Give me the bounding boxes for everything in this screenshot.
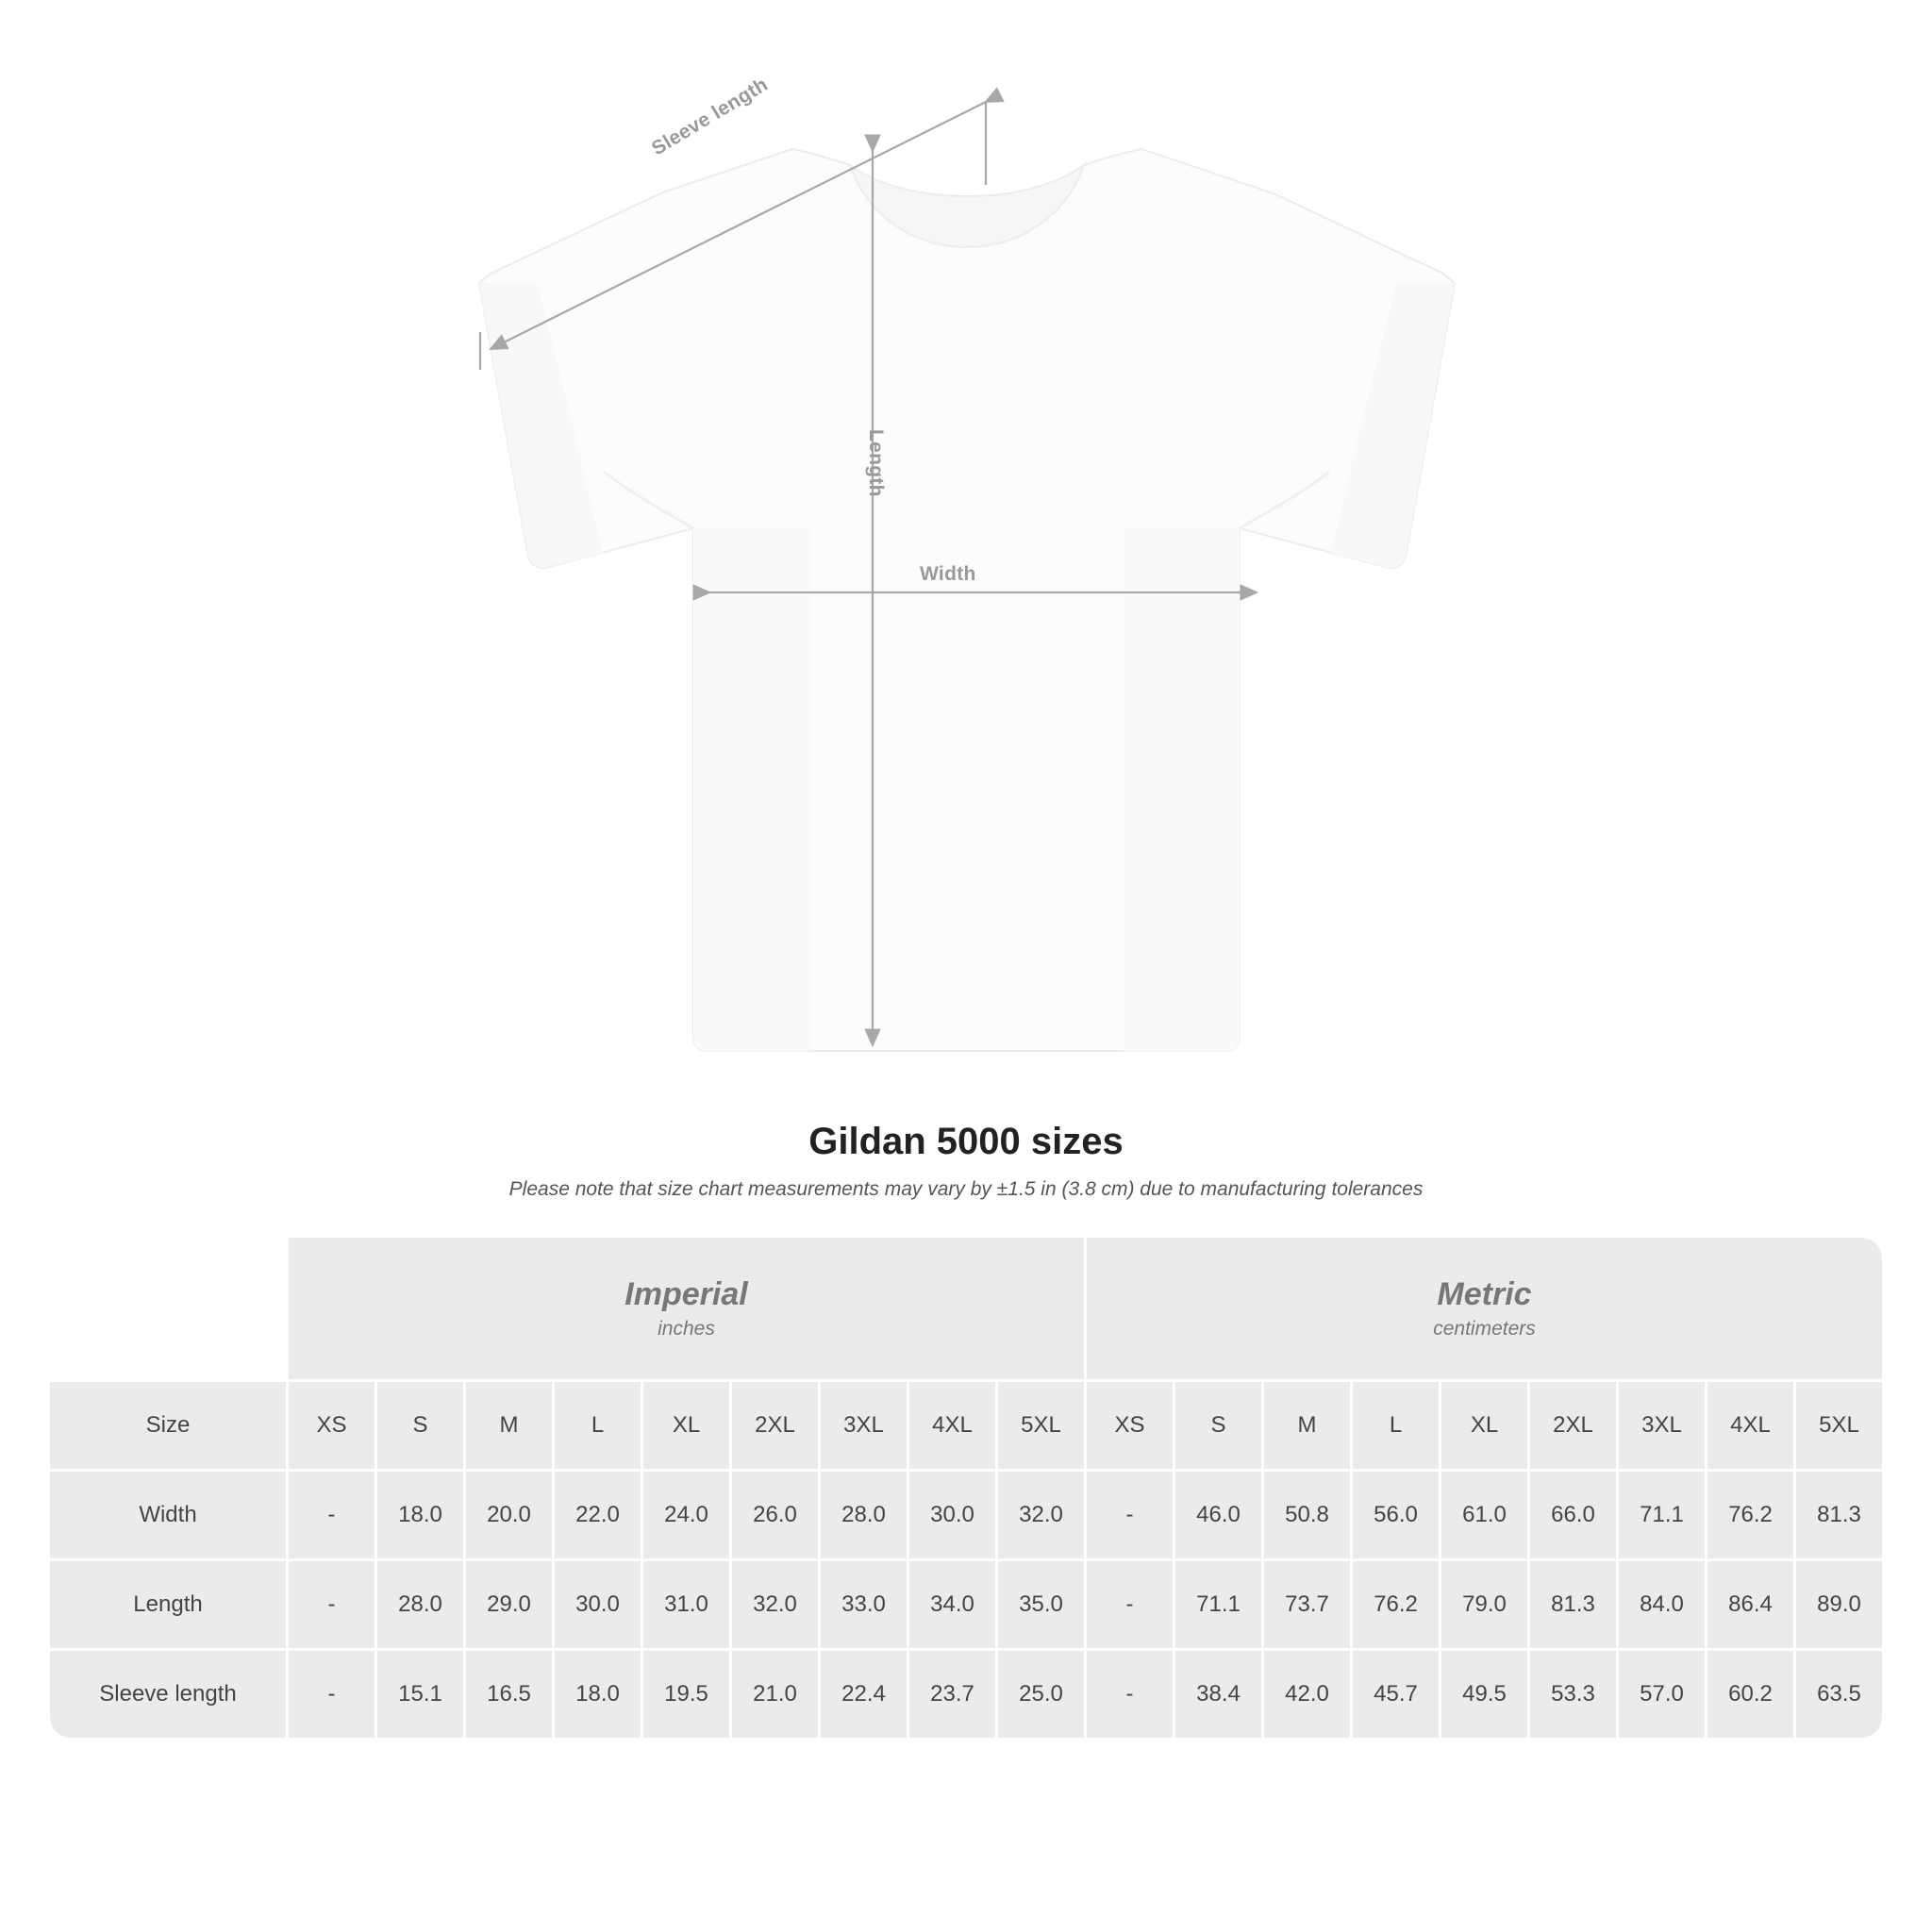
row-label-width: Width [50,1472,286,1558]
cell-length-imperial-2xl: 32.0 [732,1561,818,1648]
cell-sleeve-metric-2xl: 53.3 [1530,1651,1616,1738]
cell-sleeve-imperial-3xl: 22.4 [821,1651,907,1738]
cell-sleeve-metric-xl: 49.5 [1441,1651,1527,1738]
metric-unit-name: Metric [1437,1276,1532,1313]
cell-length-metric-3xl: 84.0 [1619,1561,1705,1648]
chart-header [0,1121,1932,1201]
width-annotation: Width [920,563,976,585]
unit-header-imperial [289,1238,1084,1379]
size-header-metric-xl: XL [1441,1382,1527,1469]
cell-length-metric-5xl: 89.0 [1796,1561,1882,1648]
imperial-unit-name: Imperial [625,1276,748,1313]
cell-length-imperial-s: 28.0 [377,1561,463,1648]
cell-sleeve-metric-s: 38.4 [1175,1651,1261,1738]
cell-sleeve-imperial-4xl: 23.7 [909,1651,995,1738]
size-chart-table [47,1235,1885,1740]
size-header-row [50,1382,1882,1469]
cell-width-imperial-3xl: 28.0 [821,1472,907,1558]
cell-width-imperial-s: 18.0 [377,1472,463,1558]
cell-width-imperial-4xl: 30.0 [909,1472,995,1558]
cell-width-metric-s: 46.0 [1175,1472,1261,1558]
unit-header-spacer [50,1238,286,1379]
cell-width-metric-4xl: 76.2 [1707,1472,1793,1558]
cell-width-metric-l: 56.0 [1353,1472,1439,1558]
cell-sleeve-metric-5xl: 63.5 [1796,1651,1882,1738]
row-label-length: Length [50,1561,286,1648]
cell-sleeve-imperial-xl: 19.5 [643,1651,729,1738]
cell-length-imperial-5xl: 35.0 [998,1561,1084,1648]
table-row [50,1651,1882,1738]
cell-width-imperial-2xl: 26.0 [732,1472,818,1558]
size-chart-table-wrapper [47,1235,1885,1740]
unit-header-metric [1087,1238,1882,1379]
size-header-imperial-l: L [555,1382,641,1469]
sleeve-length-annotation: Sleeve length [647,73,773,160]
cell-sleeve-imperial-s: 15.1 [377,1651,463,1738]
cell-width-imperial-xl: 24.0 [643,1472,729,1558]
cell-length-metric-m: 73.7 [1264,1561,1350,1648]
length-annotation: Length [865,429,887,497]
cell-length-imperial-4xl: 34.0 [909,1561,995,1648]
size-header-metric-s: S [1175,1382,1261,1469]
size-header-metric-2xl: 2XL [1530,1382,1616,1469]
cell-length-imperial-l: 30.0 [555,1561,641,1648]
size-header-imperial-m: M [466,1382,552,1469]
cell-width-metric-xl: 61.0 [1441,1472,1527,1558]
size-header-metric-4xl: 4XL [1707,1382,1793,1469]
cell-width-metric-5xl: 81.3 [1796,1472,1882,1558]
cell-sleeve-metric-4xl: 60.2 [1707,1651,1793,1738]
table-row [50,1472,1882,1558]
metric-unit-sub: centimeters [1433,1317,1536,1340]
cell-width-imperial-m: 20.0 [466,1472,552,1558]
cell-width-metric-3xl: 71.1 [1619,1472,1705,1558]
cell-width-metric-xs: - [1087,1472,1173,1558]
cell-sleeve-metric-xs: - [1087,1651,1173,1738]
cell-sleeve-metric-l: 45.7 [1353,1651,1439,1738]
size-header-imperial-3xl: 3XL [821,1382,907,1469]
unit-header-row [50,1238,1882,1379]
cell-sleeve-imperial-l: 18.0 [555,1651,641,1738]
size-header-imperial-2xl: 2XL [732,1382,818,1469]
cell-length-metric-xl: 79.0 [1441,1561,1527,1648]
cell-width-metric-m: 50.8 [1264,1472,1350,1558]
cell-width-imperial-5xl: 32.0 [998,1472,1084,1558]
cell-length-metric-xs: - [1087,1561,1173,1648]
imperial-unit-sub: inches [658,1317,715,1340]
size-header-imperial-4xl: 4XL [909,1382,995,1469]
cell-width-imperial-xs: - [289,1472,375,1558]
size-header-metric-xs: XS [1087,1382,1173,1469]
tolerance-note: Please note that size chart measurements may vary by ±1.5 in (3.8 cm) due to manufacturing tolerances [508,1178,1424,1200]
cell-length-metric-2xl: 81.3 [1530,1561,1616,1648]
cell-length-metric-s: 71.1 [1175,1561,1261,1648]
cell-length-imperial-m: 29.0 [466,1561,552,1648]
cell-length-metric-4xl: 86.4 [1707,1561,1793,1648]
size-header-metric-3xl: 3XL [1619,1382,1705,1469]
cell-sleeve-imperial-5xl: 25.0 [998,1651,1084,1738]
size-header-metric-l: L [1353,1382,1439,1469]
size-header-metric-5xl: 5XL [1796,1382,1882,1469]
cell-sleeve-metric-3xl: 57.0 [1619,1651,1705,1738]
size-header-imperial-xs: XS [289,1382,375,1469]
size-header-imperial-s: S [377,1382,463,1469]
table-row [50,1561,1882,1648]
size-header-imperial-xl: XL [643,1382,729,1469]
cell-width-metric-2xl: 66.0 [1530,1472,1616,1558]
cell-width-imperial-l: 22.0 [555,1472,641,1558]
size-header-imperial-5xl: 5XL [998,1382,1084,1469]
page-title: Gildan 5000 sizes [808,1121,1124,1162]
cell-length-imperial-xl: 31.0 [643,1561,729,1648]
cell-length-imperial-xs: - [289,1561,375,1648]
cell-sleeve-imperial-m: 16.5 [466,1651,552,1738]
size-header-label: Size [50,1382,286,1469]
cell-sleeve-imperial-2xl: 21.0 [732,1651,818,1738]
cell-sleeve-metric-m: 42.0 [1264,1651,1350,1738]
cell-length-imperial-3xl: 33.0 [821,1561,907,1648]
size-header-metric-m: M [1264,1382,1350,1469]
row-label-sleeve-length: Sleeve length [50,1651,286,1738]
cell-length-metric-l: 76.2 [1353,1561,1439,1648]
cell-sleeve-imperial-xs: - [289,1651,375,1738]
